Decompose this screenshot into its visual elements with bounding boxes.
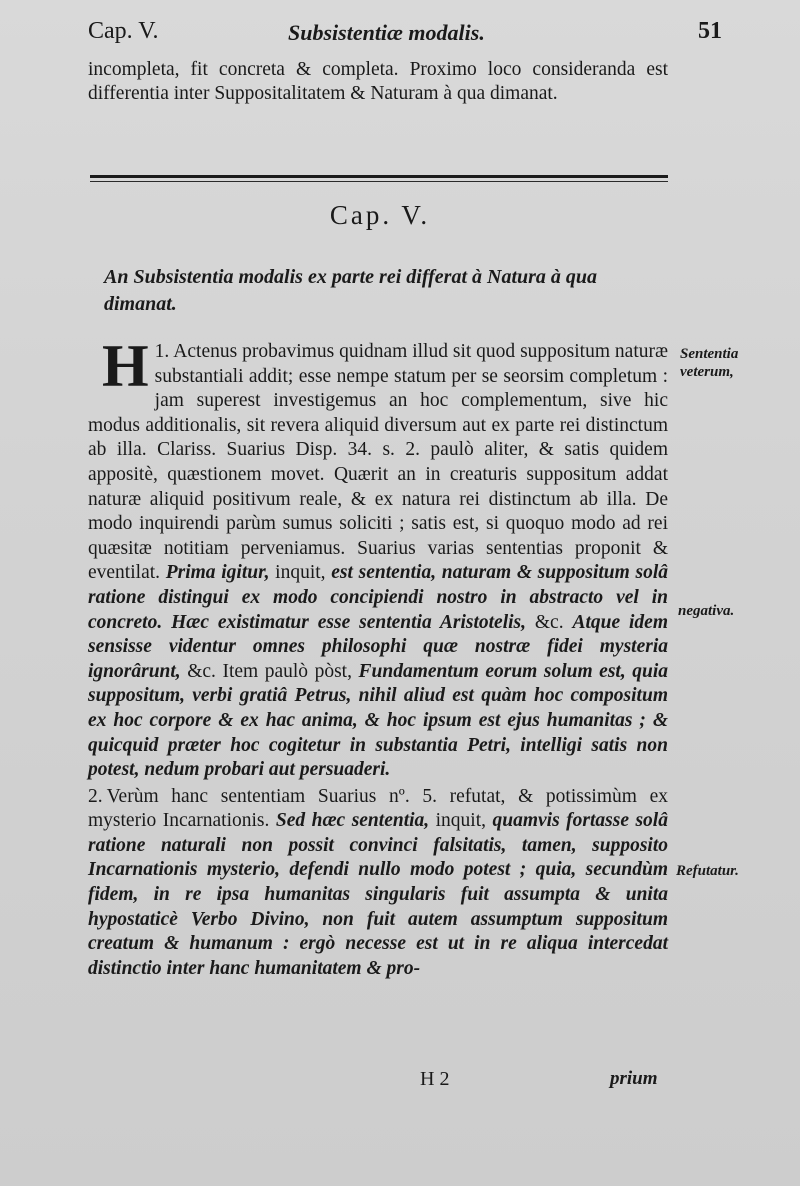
paragraph-text: inquit,	[429, 810, 493, 832]
header-title: Subsistentiæ modalis.	[288, 20, 485, 45]
paragraph-text: Actenus probavimus quidnam illud sit quod suppositum naturæ substantiali addit; esse nempe statum per se seorsim completum : jam superest investigemus an hoc complementum, sive hic modus additionalis, sit revera aliquid diversum aut ex parte rei distinctum ab illa. Clariss. Suarius Disp. 34. s. 2. paulò aliter, & satis quidem appositè, quæstionem movet. Quærit an in creaturis suppositum addat naturæ aliquid positivum reale, & ex natura rei distinctum ab illa. De modo inquirendi parùm sumus soliciti ; satis est, si quoquo modo ad rei quæsitæ notitiam perveniamus. Suarius varias sententias proponit & eventilat.	[88, 341, 668, 584]
margin-note-line: Sententia	[680, 346, 739, 362]
margin-note-line: veterum,	[680, 364, 734, 380]
paragraph-text: &c. Item paulò pòst,	[180, 660, 359, 682]
paragraph-number: 1.	[154, 341, 170, 362]
page-number: 51	[698, 18, 722, 44]
paragraph-number: 2.	[88, 785, 103, 807]
quote-text: est sententia, naturam & suppositum solâ ratione distingui ex modo concipiendi nostro in abstracto vel in concreto. Hæc existimatur esse sententia Aristotelis,	[88, 562, 668, 633]
thick-rule	[90, 175, 668, 178]
quote-text: Fundamentum eorum solum est, quia suppositum, verbi gratiâ Petrus, nihil aliud est quàm hoc compositum ex hoc corpore & ex hac anima, & hoc ipsum est ejus humanitas ; & quicquid præter hoc cogitetur in substantia Petri, intelligi satis non potest, nedum probari aut persuaderi.	[88, 660, 669, 781]
quote-text: Atque idem sensisse videntur omnes philosophi quæ nostræ fidei mysteria ignorârunt,	[88, 611, 668, 682]
signature-mark: H 2	[420, 1068, 450, 1090]
margin-note-refutatur: Refutatur.	[676, 863, 739, 879]
paragraph-text: inquit,	[269, 562, 332, 584]
quote-text: Sed hæc sententia,	[275, 810, 430, 832]
intro-paragraph: incompleta, fit concreta & completa. Proximo loco considerandа est differentia inter Suppositalitatem & Naturam à qua dimanat.	[88, 59, 668, 104]
paragraph-text: &c.	[526, 611, 573, 633]
margin-note-sententia	[680, 345, 738, 381]
thin-rule	[90, 181, 668, 182]
paragraph-2	[88, 785, 668, 982]
running-header	[88, 18, 770, 52]
quote-text: quamvis fortasse solâ ratione naturali non possit convinci falsitatis, tamen, supposito Incarnationis mysterio, defendi nullo modo potest ; quia, secundùm fidem, in re ipsa humanitas singularis fuit assumpta & unita hypostaticè Verbo Divino, non fuit autem assumptum suppositum creatum & humanum : ergò necesse est ut in re aliqua intercedat distinctio inter hanc humanitatem & pro-	[88, 810, 668, 979]
margin-note-negativa: negativa.	[678, 603, 735, 619]
chapter-title: Cap. V.	[329, 200, 431, 230]
paragraph-text: Verùm hanc sententiam Suarius nº. 5. refutat, & potissimùm ex mysterio Incarnationis.	[88, 785, 668, 832]
header-chapter: Cap. V.	[88, 18, 159, 44]
chapter-subtitle: An Subsistentia modalis ex parte rei differat à Natura à qua dimanat.	[104, 266, 598, 315]
quote-text: Prima igitur,	[165, 562, 270, 584]
catchword: prium	[610, 1068, 658, 1089]
paragraph-1	[88, 333, 669, 783]
body-text	[88, 333, 669, 981]
drop-cap: H	[102, 333, 149, 399]
